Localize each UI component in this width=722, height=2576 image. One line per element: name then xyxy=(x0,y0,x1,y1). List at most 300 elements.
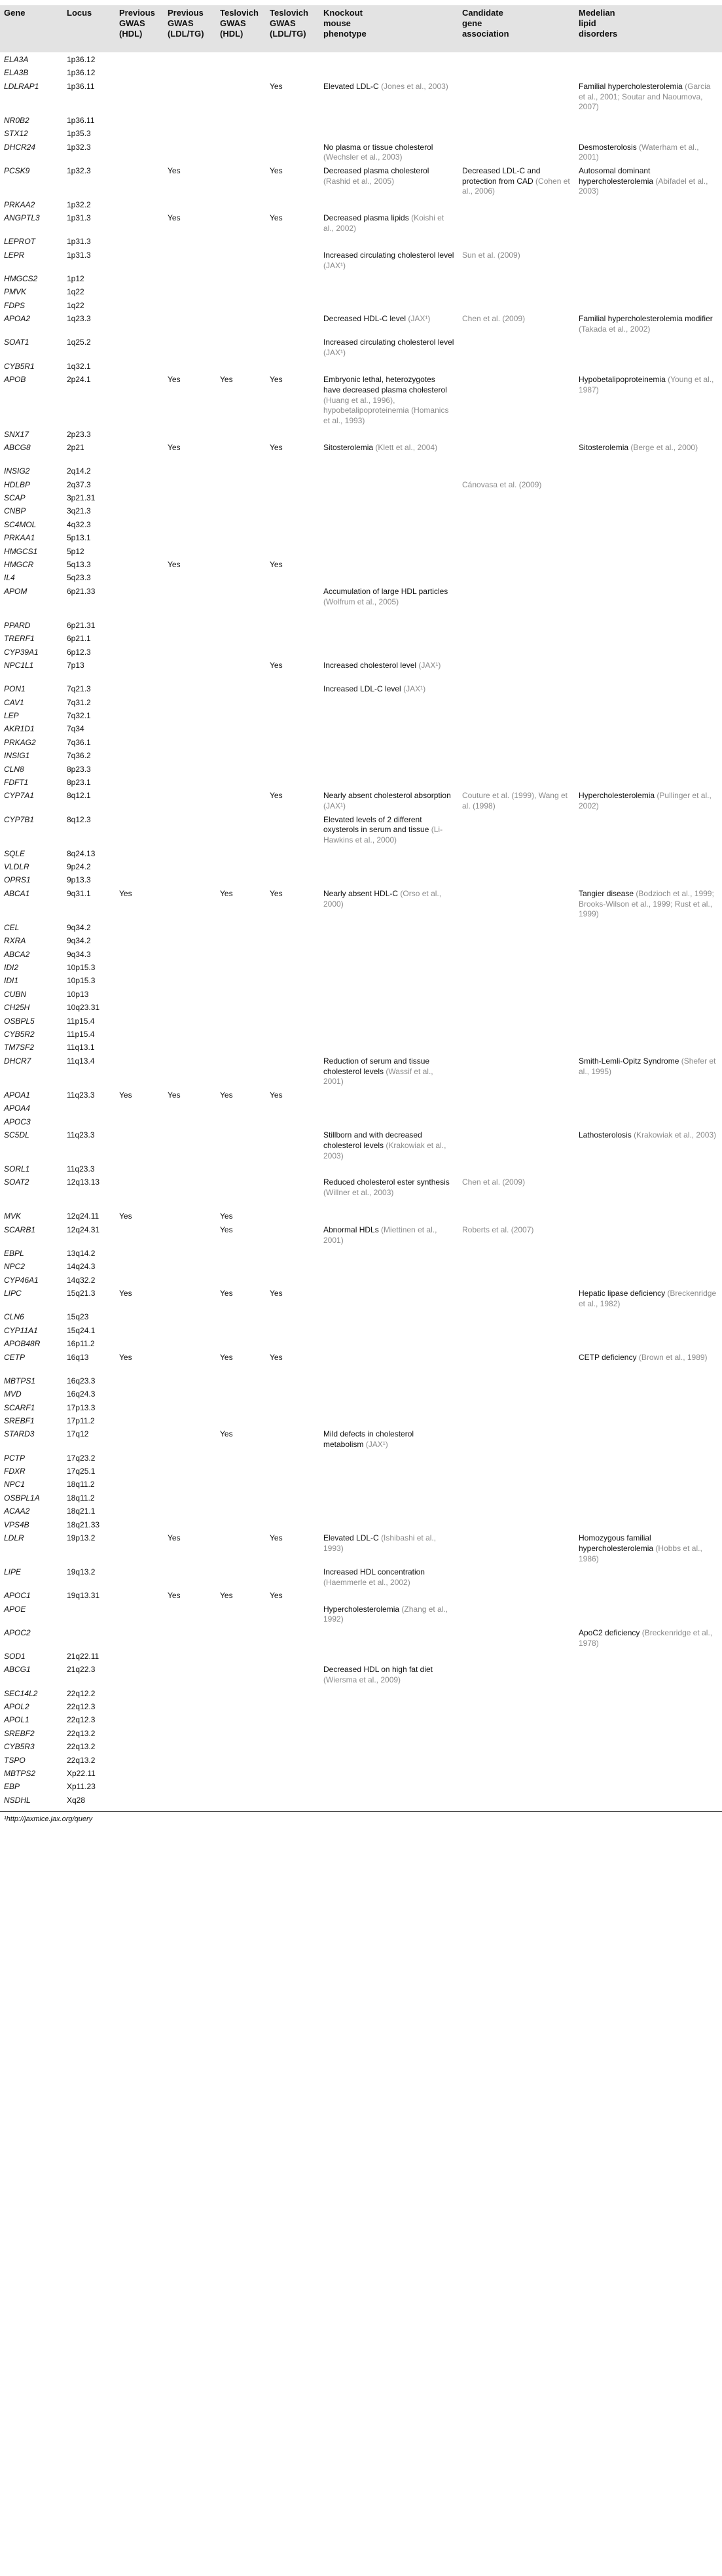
table-row xyxy=(0,143,722,166)
locus: 22q13.2 xyxy=(67,1742,96,1752)
table-row xyxy=(0,375,722,430)
locus: 22q12.3 xyxy=(67,1715,96,1725)
knockout-phenotype-text: Nearly absent HDL-C xyxy=(323,888,399,898)
locus: 9p24.2 xyxy=(67,862,91,871)
locus: 21q22.3 xyxy=(67,1665,96,1675)
gene-name: SORL1 xyxy=(4,1164,30,1174)
header-previous-gwas-hdl: Previous GWAS (HDL) xyxy=(119,8,155,39)
table-row xyxy=(0,314,722,338)
gene-name: MVK xyxy=(4,1211,22,1221)
mendelian-disorder-text: Hepatic lipase deficiency xyxy=(579,1289,666,1298)
table-row xyxy=(0,1782,722,1795)
locus: 7q34 xyxy=(67,724,84,734)
knockout-phenotype xyxy=(323,1056,454,1087)
table-row xyxy=(0,1056,722,1090)
table-row xyxy=(0,587,722,621)
gene-name: APOC1 xyxy=(4,1591,31,1601)
knockout-phenotype xyxy=(323,791,454,812)
candidate-gene-association-citation: Chen et al. (2009) xyxy=(462,314,526,324)
table-row xyxy=(0,1289,722,1312)
gene-name: PPARD xyxy=(4,620,31,630)
knockout-phenotype-citation: (Li-Hawkins et al., 2000) xyxy=(323,825,443,845)
gene-name: CLN8 xyxy=(4,764,24,774)
gene-name: PRKAA1 xyxy=(4,533,35,543)
candidate-gene-association-text: Decreased LDL-C and protection from CAD xyxy=(462,165,541,186)
knockout-phenotype-text: Accumulation of large HDL particles xyxy=(323,586,448,596)
mendelian-disorder-text: Autosomal dominant hypercholesterolemia xyxy=(579,165,654,186)
mendelian-disorder-text: CETP deficiency xyxy=(579,1352,637,1362)
mendelian-disorder xyxy=(579,1130,717,1141)
knockout-phenotype-citation: (Haemmerle et al., 2002) xyxy=(323,1577,410,1587)
knockout-phenotype xyxy=(323,82,454,92)
locus: 22q13.2 xyxy=(67,1728,96,1738)
gene-name: VPS4B xyxy=(4,1520,29,1529)
gene-name: SCARB1 xyxy=(4,1225,36,1234)
mendelian-disorder xyxy=(579,1353,717,1363)
gene-name: PCSK9 xyxy=(4,165,30,175)
mendelian-disorder-text: Familial hypercholesterolemia xyxy=(579,81,683,91)
knockout-phenotype xyxy=(323,815,454,846)
gene-name: APOC2 xyxy=(4,1627,31,1637)
locus: 16q24.3 xyxy=(67,1389,96,1399)
gene-name: DHCR7 xyxy=(4,1056,31,1066)
mendelian-disorder xyxy=(579,443,717,453)
gene-name: CYP11A1 xyxy=(4,1325,38,1335)
locus: 18q11.2 xyxy=(67,1493,95,1503)
knockout-phenotype-text: Increased circulating cholesterol level xyxy=(323,338,454,347)
table-row xyxy=(0,1796,722,1809)
locus: 1p36.11 xyxy=(67,81,95,91)
table-row xyxy=(0,362,722,375)
candidate-gene-association xyxy=(462,166,572,197)
table-row xyxy=(0,648,722,661)
gene-name: CH25H xyxy=(4,1003,30,1013)
previous-gwas-ldl-tg: Yes xyxy=(168,1533,181,1542)
table-row xyxy=(0,1480,722,1493)
table-row xyxy=(0,1030,722,1043)
teslovich-gwas-ldl-tg: Yes xyxy=(270,888,283,898)
candidate-gene-association xyxy=(462,1177,572,1188)
gene-name: SC4MOL xyxy=(4,519,37,529)
locus: 2p23.3 xyxy=(67,429,91,439)
table-row xyxy=(0,698,722,711)
mendelian-disorder xyxy=(579,1628,717,1649)
gene-name: SNX17 xyxy=(4,429,29,439)
table-row xyxy=(0,68,722,81)
teslovich-gwas-hdl: Yes xyxy=(220,1289,233,1298)
teslovich-gwas-ldl-tg: Yes xyxy=(270,443,283,452)
table-row xyxy=(0,237,722,250)
candidate-gene-association-citation: Cánovasa et al. (2009) xyxy=(462,479,542,489)
knockout-phenotype-text: Sitosterolemia xyxy=(323,443,374,452)
previous-gwas-hdl: Yes xyxy=(119,1289,132,1298)
knockout-phenotype xyxy=(323,889,454,910)
locus: 9p13.3 xyxy=(67,875,91,885)
previous-gwas-ldl-tg: Yes xyxy=(168,213,181,223)
mendelian-disorder xyxy=(579,166,717,197)
candidate-gene-association-citation: Couture et al. (1999), Wang et al. (1998) xyxy=(462,791,568,811)
knockout-phenotype-citation: (Wassif et al., 2001) xyxy=(323,1066,433,1087)
teslovich-gwas-ldl-tg: Yes xyxy=(270,1090,283,1100)
table-row xyxy=(0,116,722,129)
table-row xyxy=(0,1376,722,1389)
locus: 1q22 xyxy=(67,300,84,310)
teslovich-gwas-hdl: Yes xyxy=(220,888,233,898)
mendelian-disorder xyxy=(579,1533,717,1564)
table-bottom-rule xyxy=(0,1811,722,1812)
knockout-phenotype xyxy=(323,661,454,671)
gene-name: CEL xyxy=(4,922,20,932)
gene-name: FDFT1 xyxy=(4,778,29,787)
gene-name: ABCG1 xyxy=(4,1665,31,1675)
locus: 5q23.3 xyxy=(67,573,91,583)
knockout-phenotype-text: Decreased plasma cholesterol xyxy=(323,165,429,175)
knockout-phenotype xyxy=(323,143,454,164)
teslovich-gwas-ldl-tg: Yes xyxy=(270,81,283,91)
locus: 12q24.11 xyxy=(67,1211,99,1221)
knockout-phenotype-citation: (Wechsler et al., 2003) xyxy=(323,152,403,162)
gene-name: APOA4 xyxy=(4,1104,31,1113)
table-row xyxy=(0,443,722,466)
previous-gwas-hdl: Yes xyxy=(119,888,132,898)
table-row xyxy=(0,738,722,751)
knockout-phenotype-citation: (Willner et al., 2003) xyxy=(323,1188,394,1198)
previous-gwas-ldl-tg: Yes xyxy=(168,443,181,452)
knockout-phenotype-citation: (Orso et al., 2000) xyxy=(323,888,442,909)
table-row xyxy=(0,1090,722,1104)
teslovich-gwas-hdl: Yes xyxy=(220,375,233,384)
mendelian-disorder-citation: (Waterham et al., 2001) xyxy=(579,142,699,162)
table-row xyxy=(0,287,722,300)
gene-name: ABCG8 xyxy=(4,443,31,452)
locus: 1p36.11 xyxy=(67,115,95,125)
gene-name: LEPROT xyxy=(4,237,36,247)
table-row xyxy=(0,724,722,737)
table-row xyxy=(0,1276,722,1289)
gene-name: SEC14L2 xyxy=(4,1688,38,1698)
mendelian-disorder-text: ApoC2 deficiency xyxy=(579,1627,640,1637)
locus: 22q12.3 xyxy=(67,1702,96,1711)
locus: 9q34.2 xyxy=(67,936,91,946)
table-row xyxy=(0,711,722,724)
locus: 2p24.1 xyxy=(67,375,91,384)
gene-name: IDI1 xyxy=(4,976,19,986)
knockout-phenotype xyxy=(323,1665,454,1686)
header-mendelian-disorders: Medelian lipid disorders xyxy=(579,8,618,39)
table-row xyxy=(0,338,722,361)
mendelian-disorder-text: Lathosterolosis xyxy=(579,1130,632,1140)
gene-name: SREBF1 xyxy=(4,1416,35,1425)
gene-name: INSIG1 xyxy=(4,751,30,761)
gene-name: PRKAA2 xyxy=(4,200,35,209)
table-row xyxy=(0,82,722,116)
table-row xyxy=(0,1628,722,1652)
locus: 17q12 xyxy=(67,1429,89,1439)
table-row xyxy=(0,1339,722,1352)
candidate-gene-association xyxy=(462,791,572,812)
table-row xyxy=(0,990,722,1003)
table-row xyxy=(0,1225,722,1249)
locus: 14q24.3 xyxy=(67,1262,96,1272)
gene-name: NPC2 xyxy=(4,1262,26,1272)
table-row xyxy=(0,213,722,237)
table-row xyxy=(0,950,722,963)
table-row xyxy=(0,849,722,862)
knockout-phenotype-text: Elevated LDL-C xyxy=(323,81,379,91)
table-row xyxy=(0,1567,722,1591)
gene-name: ABCA2 xyxy=(4,949,30,959)
table-row xyxy=(0,430,722,443)
locus: 8p23.1 xyxy=(67,778,91,787)
knockout-phenotype-citation: (Wiersma et al., 2009) xyxy=(323,1675,401,1685)
gene-name: ABCA1 xyxy=(4,888,30,898)
candidate-gene-association-citation: Chen et al. (2009) xyxy=(462,1177,526,1187)
gene-name: STARD3 xyxy=(4,1429,35,1439)
header-previous-gwas-ldl-tg: Previous GWAS (LDL/TG) xyxy=(168,8,204,39)
knockout-phenotype-text: Increased LDL-C level xyxy=(323,684,401,694)
table-row xyxy=(0,1249,722,1262)
table-row xyxy=(0,493,722,506)
teslovich-gwas-ldl-tg: Yes xyxy=(270,791,283,801)
locus: 18q21.1 xyxy=(67,1506,96,1516)
gene-name: APOC3 xyxy=(4,1117,31,1126)
locus: 1p32.2 xyxy=(67,200,91,209)
gene-name: ELA3A xyxy=(4,55,29,64)
mendelian-disorder-text: Tangier disease xyxy=(579,888,634,898)
locus: 11q23.3 xyxy=(67,1130,95,1140)
table-row xyxy=(0,1429,722,1453)
table-row xyxy=(0,1520,722,1533)
knockout-phenotype xyxy=(323,1533,454,1554)
gene-name: MVD xyxy=(4,1389,22,1399)
gene-name: CLN6 xyxy=(4,1312,24,1322)
gene-name: TRERF1 xyxy=(4,634,35,644)
gene-name: MBTPS1 xyxy=(4,1376,36,1385)
teslovich-gwas-ldl-tg: Yes xyxy=(270,1352,283,1362)
table-row xyxy=(0,815,722,849)
locus: 16p11.2 xyxy=(67,1339,95,1349)
table-row xyxy=(0,936,722,949)
gene-name: LIPC xyxy=(4,1289,22,1298)
locus: 1p35.3 xyxy=(67,129,91,139)
table-row xyxy=(0,1130,722,1164)
mendelian-disorder xyxy=(579,1289,717,1310)
mendelian-disorder xyxy=(579,314,717,335)
table-row xyxy=(0,1177,722,1211)
locus: 10p13 xyxy=(67,989,89,999)
knockout-phenotype-citation: (JAX¹) xyxy=(323,260,346,270)
gene-name: IDI2 xyxy=(4,963,19,972)
mendelian-disorder-text: Hypercholesterolemia xyxy=(579,791,655,801)
table-row xyxy=(0,1591,722,1604)
gene-name: STX12 xyxy=(4,129,28,139)
locus: 13q14.2 xyxy=(67,1249,96,1258)
gene-name: LDLRAP1 xyxy=(4,81,39,91)
gene-name: OSBPL1A xyxy=(4,1493,40,1503)
locus: 15q24.1 xyxy=(67,1325,96,1335)
locus: 7q36.2 xyxy=(67,751,91,761)
mendelian-disorder xyxy=(579,791,717,812)
knockout-phenotype-citation: (Zhang et al., 1992) xyxy=(323,1604,448,1624)
gene-name: SOAT2 xyxy=(4,1177,29,1187)
knockout-phenotype xyxy=(323,1429,454,1450)
table-row xyxy=(0,1353,722,1376)
locus: 12q24.31 xyxy=(67,1225,100,1234)
gene-name: TSPO xyxy=(4,1755,26,1765)
knockout-phenotype xyxy=(323,338,454,358)
table-row xyxy=(0,1467,722,1480)
mendelian-disorder xyxy=(579,375,717,396)
table-row xyxy=(0,963,722,976)
gene-name: CNBP xyxy=(4,506,26,516)
locus: Xp22.11 xyxy=(67,1769,96,1778)
gene-name: AKR1D1 xyxy=(4,724,35,734)
locus: Xp11.23 xyxy=(67,1782,96,1792)
locus: 12q13.13 xyxy=(67,1177,100,1187)
table-row xyxy=(0,1403,722,1416)
locus: 14q32.2 xyxy=(67,1275,96,1285)
gene-name: ELA3B xyxy=(4,68,29,78)
locus: 7q21.3 xyxy=(67,684,91,694)
locus: 4q32.3 xyxy=(67,519,91,529)
locus: 10q23.31 xyxy=(67,1003,100,1013)
locus: 9q34.3 xyxy=(67,949,91,959)
teslovich-gwas-hdl: Yes xyxy=(220,1090,233,1100)
locus: 1p36.12 xyxy=(67,68,96,78)
table-row xyxy=(0,1715,722,1728)
table-row xyxy=(0,621,722,634)
gene-name: SC5DL xyxy=(4,1130,29,1140)
teslovich-gwas-hdl: Yes xyxy=(220,1225,233,1234)
locus: 6p21.31 xyxy=(67,620,96,630)
gene-name: CYP7B1 xyxy=(4,814,35,824)
gene-name: CAV1 xyxy=(4,697,24,707)
locus: 8q24.13 xyxy=(67,848,96,858)
gene-name: SOAT1 xyxy=(4,338,29,347)
table-row xyxy=(0,274,722,287)
locus: 8q12.1 xyxy=(67,791,91,801)
knockout-phenotype xyxy=(323,443,454,453)
table-row xyxy=(0,129,722,142)
locus: 1p32.3 xyxy=(67,165,91,175)
table-row xyxy=(0,862,722,875)
gene-name: CYP7A1 xyxy=(4,791,35,801)
locus: 1p32.3 xyxy=(67,142,91,152)
mendelian-disorder-citation: (Young et al., 1987) xyxy=(579,375,714,394)
table-row xyxy=(0,684,722,697)
locus: 1p31.3 xyxy=(67,213,91,223)
candidate-gene-association-citation: Roberts et al. (2007) xyxy=(462,1225,534,1234)
gene-name: APOB xyxy=(4,375,26,384)
knockout-phenotype-text: Elevated levels of 2 different oxysterols in serum and tissue xyxy=(323,814,429,835)
table-row xyxy=(0,1262,722,1275)
table-row xyxy=(0,1312,722,1325)
knockout-phenotype xyxy=(323,1567,454,1588)
gene-name: SQLE xyxy=(4,848,26,858)
table-row xyxy=(0,533,722,546)
knockout-phenotype-citation: (Miettinen et al., 2001) xyxy=(323,1225,437,1245)
knockout-phenotype-text: Hypercholesterolemia xyxy=(323,1604,400,1614)
mendelian-disorder xyxy=(579,889,717,920)
locus: 1q32.1 xyxy=(67,361,91,371)
knockout-phenotype-citation: (JAX¹) xyxy=(403,684,426,694)
gene-name: TM7SF2 xyxy=(4,1043,35,1053)
knockout-phenotype xyxy=(323,375,454,426)
gene-name: LDLR xyxy=(4,1533,24,1542)
gene-name: ANGPTL3 xyxy=(4,213,40,223)
mendelian-disorder-citation: (Pullinger et al., 2002) xyxy=(579,791,712,811)
locus: 7q32.1 xyxy=(67,711,91,720)
teslovich-gwas-ldl-tg: Yes xyxy=(270,1591,283,1601)
knockout-phenotype-text: Decreased HDL-C level xyxy=(323,314,406,324)
candidate-gene-association xyxy=(462,314,572,324)
gene-name: OPRS1 xyxy=(4,875,31,885)
knockout-phenotype-citation: (Jones et al., 2003) xyxy=(381,81,448,91)
knockout-phenotype-citation: (Wolfrum et al., 2005) xyxy=(323,597,399,606)
table-row xyxy=(0,547,722,560)
locus: 19q13.2 xyxy=(67,1567,96,1576)
mendelian-disorder xyxy=(579,82,717,113)
locus: 17p11.2 xyxy=(67,1416,95,1425)
knockout-phenotype-text: Mild defects in cholesterol metabolism xyxy=(323,1429,414,1450)
locus: 17q25.1 xyxy=(67,1467,96,1476)
table-row xyxy=(0,1729,722,1742)
knockout-phenotype-text: Increased HDL concentration xyxy=(323,1567,425,1576)
candidate-gene-association xyxy=(462,1225,572,1236)
table-row xyxy=(0,1326,722,1339)
table-row xyxy=(0,1689,722,1702)
teslovich-gwas-ldl-tg: Yes xyxy=(270,165,283,175)
previous-gwas-ldl-tg: Yes xyxy=(168,1090,181,1100)
gene-name: HMGCR xyxy=(4,560,34,569)
locus: 5q13.3 xyxy=(67,560,91,569)
header-knockout-phenotype: Knockout mouse phenotype xyxy=(323,8,367,39)
table-row xyxy=(0,889,722,923)
locus: 5p13.1 xyxy=(67,533,91,543)
gene-name: SREBF2 xyxy=(4,1728,35,1738)
knockout-phenotype xyxy=(323,213,454,234)
knockout-phenotype-citation: (Koishi et al., 2002) xyxy=(323,213,444,233)
teslovich-gwas-ldl-tg: Yes xyxy=(270,213,283,223)
gene-name: ACAA2 xyxy=(4,1506,30,1516)
mendelian-disorder-text: Sitosterolemia xyxy=(579,443,629,452)
table-row xyxy=(0,765,722,778)
mendelian-disorder-citation: (Abifadel et al., 2003) xyxy=(579,176,708,196)
gene-name: OSBPL5 xyxy=(4,1016,35,1026)
teslovich-gwas-ldl-tg: Yes xyxy=(270,661,283,670)
mendelian-disorder-text: Desmosterolosis xyxy=(579,142,637,152)
table-row xyxy=(0,661,722,684)
table-row xyxy=(0,1605,722,1628)
knockout-phenotype xyxy=(323,251,454,271)
locus: 5p12 xyxy=(67,546,84,556)
teslovich-gwas-hdl: Yes xyxy=(220,1352,233,1362)
locus: 11q13.1 xyxy=(67,1043,95,1053)
locus: 18q11.2 xyxy=(67,1480,95,1489)
locus: 19q13.31 xyxy=(67,1591,100,1601)
table-row xyxy=(0,1043,722,1056)
gene-name: LEP xyxy=(4,711,19,720)
header-teslovich-gwas-ldl-tg: Teslovich GWAS (LDL/TG) xyxy=(270,8,309,39)
locus: 22q13.2 xyxy=(67,1755,96,1765)
locus: 1p31.3 xyxy=(67,250,91,260)
table-row xyxy=(0,1493,722,1506)
locus: 1q25.2 xyxy=(67,338,91,347)
mendelian-disorder-citation: (Brown et al., 1989) xyxy=(638,1352,708,1362)
gene-name: SCARF1 xyxy=(4,1402,35,1412)
knockout-phenotype-citation: (JAX¹) xyxy=(418,661,441,670)
knockout-phenotype xyxy=(323,1177,454,1198)
